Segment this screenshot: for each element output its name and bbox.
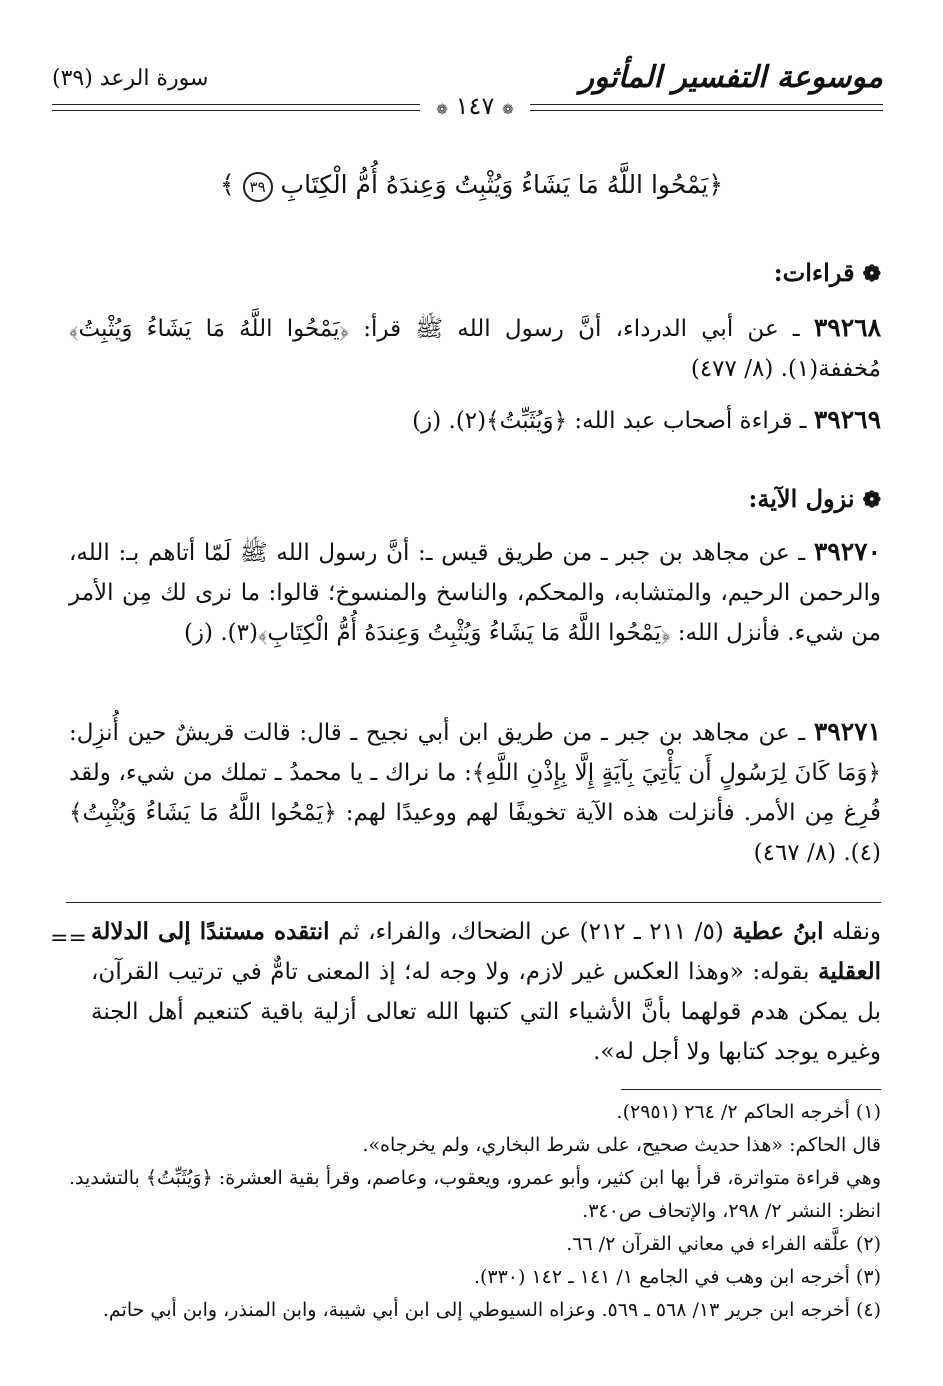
footnote-4: (٤) أخرجه ابن جرير ١٣/ ٥٦٨ ـ ٥٦٩. وعزاه السيوطي إلى ابن أبي شيبة، وابن المنذر، وابن أبي حاتم. [102,1299,881,1321]
footnote-separator [621,1089,881,1090]
narration-39269 [69,400,881,441]
narration-39271 [69,712,881,873]
page-number [420,92,530,120]
footnotes [69,1096,881,1327]
footnote-2: (٢) علَّقه الفراء في معاني القرآن ٢/ ٦٦. [566,1233,881,1255]
ayah-number-icon: ٣٩ [243,172,273,202]
continuation-mid: (٥/ ٢١١ ـ ٢١٢) عن الضحاك، والفراء، ثم [337,919,724,945]
ornament-icon: ❁ [436,102,449,118]
narration-number: ٣٩٢٦٩ [813,405,881,434]
header-rule-right [530,104,883,105]
narration-text: ـ قراءة أصحاب عبد الله: ﴿وَيُثَبِّتُ﴾(٢). (ز) [412,408,807,434]
commentary-separator [66,902,881,903]
narration-text: ـ عن مجاهد بن جبر ـ من طريق قيس ـ: أنَّ رسول الله ﷺ لَمّا أتاهم بـ: الله، والرحمن الرحيم، والمتشابه، والمحكم، والناسخ والمنسوخ؛ قالوا: ما نرى لك مِن الأمر من شيء. فأنزل الله: ﴿يَمْحُوا اللَّهُ مَا يَشَاءُ وَيُثْبِتُ وَعِندَهُ أُمُّ الْكِتَابِ﴾(٣). (ز) [69,540,881,646]
narration-number: ٣٩٢٧١ [813,717,882,746]
commentary-continuation [91,912,881,1072]
flower-icon: ❁ [862,261,881,287]
narration-number: ٣٩٢٦٨ [813,313,882,342]
footnote-1-qiraa: وهي قراءة متواترة، قرأ بها ابن كثير، وأبو عمرو، ويعقوب، وعاصم، وقرأ بقية العشرة: ﴿وَيُثَبِّتُ﴾ بالتشديد. انظر: النشر ٢/ ٢٩٨، والإتحاف ص٣٤٠. [69,1167,881,1222]
narration-39268 [69,308,881,389]
continuation-author: ابنُ عطية [732,918,824,945]
continuation-post: بقوله: «وهذا العكس غير لازم، ولا وجه له؛ إذ المعنى تامٌّ في ترتيب القرآن، بل يمكن هدم قولهما بأنَّ الأشياء التي كتبها الله تعالى أزلية باقية كتنعيم أهل الجنة وغيره يوجد كتابها ولا أجل له». [91,959,881,1065]
narration-text: ـ عن أبي الدرداء، أنَّ رسول الله ﷺ قرأ: ﴿يَمْحُوا اللَّهُ مَا يَشَاءُ وَيُثْبِتُ﴾ مُخففة(١). (٨/ ٤٧٧) [69,316,881,382]
continuation-pre: ونقله [831,919,881,945]
ornament-icon: ❁ [501,102,514,118]
verse-close: ﴾ [219,170,235,199]
section-title-qiraat-text: قراءات: [773,258,855,287]
header-book-title: موسوعة التفسير المأثور [579,60,883,95]
page-number-text: ١٤٧ [455,92,495,120]
narration-number: ٣٩٢٧٠ [813,537,881,566]
continuation-marker: == [50,926,87,951]
footnote-1-note: قال الحاكم: «هذا حديث صحيح، على شرط البخاري، ولم يخرجاه». [362,1134,881,1156]
flower-icon: ❁ [862,487,881,513]
verse-text: ﴿يَمْحُوا اللَّهُ مَا يَشَاءُ وَيُثْبِتُ وَعِندَهُ أُمُّ الْكِتَابِ [280,170,724,199]
quran-verse [0,170,943,202]
narration-39270 [69,532,881,653]
header-surah: سورة الرعد (٣٩) [52,66,209,91]
section-title-qiraat [774,258,881,287]
header-rule-left-2 [52,110,420,111]
footnote-1: (١) أخرجه الحاكم ٢/ ٢٦٤ (٢٩٥١). [616,1101,881,1123]
section-title-nuzul [748,484,881,513]
header-rule-left [52,104,420,105]
header-rule-right-2 [530,110,883,111]
footnote-3: (٣) أخرجه ابن وهب في الجامع ١/ ١٤١ ـ ١٤٢ (٣٣٠). [473,1266,881,1288]
section-title-nuzul-text: نزول الآية: [748,484,855,513]
narration-text: ـ عن مجاهد بن جبر ـ من طريق ابن أبي نجيح ـ قال: قالت قريشٌ حين أُنزِل: ﴿وَمَا كَانَ لِرَسُولٍ أَن يَأْتِيَ بِآيَةٍ إِلَّا بِإِذْنِ اللَّهِ﴾: ما نراك ـ يا محمدُ ـ تملك من شيء، ولقد فُرِغ مِن الأمر. فأنزلت هذه الآية تخويفًا لهم ووعيدًا لهم: ﴿يَمْحُوا اللَّهُ مَا يَشَاءُ وَيُثْبِتُ﴾(٤). (٨/ ٤٦٧) [69,720,881,866]
continuation-critique: انتقده مستندًا إلى الدلالة العقلية [91,918,881,985]
